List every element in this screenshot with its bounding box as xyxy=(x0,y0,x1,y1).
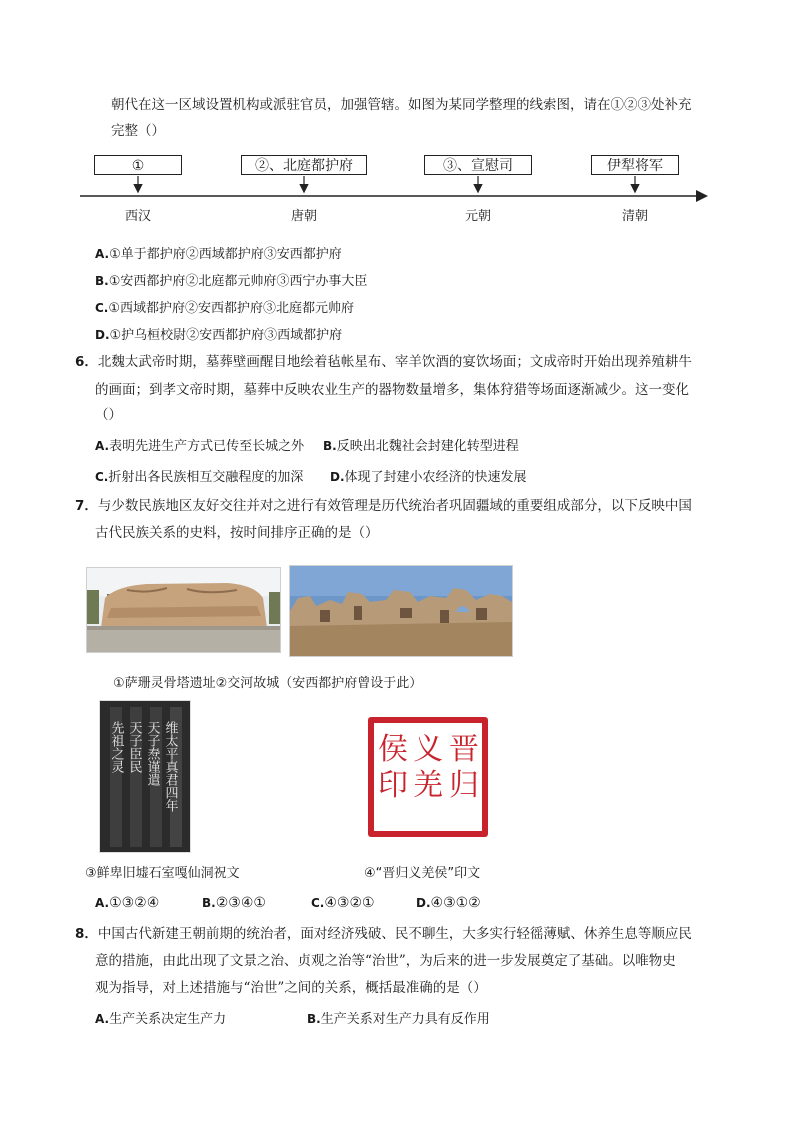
inscription-col-4: 先祖之灵 xyxy=(108,721,124,773)
seal-char-2: 归 xyxy=(449,768,479,803)
caption-photo-4: ④“晋归义羌侯”印文 xyxy=(364,866,481,881)
q7-option-c[interactable]: C.④③②① xyxy=(311,895,375,911)
q6-option-c[interactable]: C.折射出各民族相互交融程度的加深 xyxy=(95,470,304,485)
q6-option-a[interactable]: A.表明先进生产方式已传至长城之外 xyxy=(95,439,305,454)
timeline-label-3: 元朝 xyxy=(464,209,491,224)
timeline-label-2: 唐朝 xyxy=(290,209,317,224)
q6-stem-line3: （） xyxy=(95,407,122,423)
inscription-rubbing-image xyxy=(100,701,190,852)
q7-stem-line1: 7．与少数民族地区友好交往并对之进行有效管理是历代统治者巩固疆域的重要组成部分，以下反映中国 xyxy=(75,498,692,514)
caption-photo-3: ③鲜卑旧墟石室嘎仙洞祝文 xyxy=(85,866,240,881)
inscription-col-1: 维太平真君四年 xyxy=(162,721,178,812)
caption-photos-1-2: ①萨珊灵骨塔遗址②交河故城（安西都护府曾设于此） xyxy=(113,676,423,691)
timeline-label-1: 西汉 xyxy=(124,209,151,224)
q5-option-a[interactable]: A.①单于都护府②西域都护府③安西都护府 xyxy=(95,247,342,262)
q8-stem-line1: 8．中国古代新建王朝前期的统治者，面对经济残破、民不聊生，大多实行轻徭薄赋、休养生息等顺应民 xyxy=(75,926,692,942)
timeline-box-1: ① xyxy=(94,155,182,175)
photo-jiaohe-image xyxy=(290,566,512,656)
q7-stem-line2: 古代民族关系的史料，按时间排序正确的是（） xyxy=(95,525,379,541)
q6-stem-line2: 的画面；到孝文帝时期，墓葬中反映农业生产的器物数量增多，集体狩猎等场面逐渐减少。这一变化 xyxy=(95,382,689,398)
q8-option-b[interactable]: B.生产关系对生产力具有反作用 xyxy=(307,1012,490,1027)
inscription-col-2: 天子焘谨遣 xyxy=(144,721,160,786)
q6-stem-line1: 6．北魏太武帝时期，墓葬壁画醒目地绘着毡帐星布、宰羊饮酒的宴饮场面；文成帝时开始出现养殖耕牛 xyxy=(75,354,692,370)
q7-option-d[interactable]: D.④③①② xyxy=(416,895,481,911)
photo-sassanid-stupa xyxy=(86,567,281,653)
inscription-col-3: 天子臣民 xyxy=(126,721,142,773)
q5-stem-line1: 朝代在这一区域设置机构或派驻官员，加强管辖。如图为某同学整理的线索图，请在①②③处补充 xyxy=(111,97,692,113)
seal-char-3: 义 xyxy=(413,732,443,767)
q5-option-b[interactable]: B.①安西都护府②北庭都元帅府③西宁办事大臣 xyxy=(95,274,368,289)
seal-char-1: 晋 xyxy=(449,732,479,767)
q6-option-d[interactable]: D.体现了封建小农经济的快速发展 xyxy=(330,470,527,485)
seal-char-4: 羌 xyxy=(413,768,443,803)
seal-image xyxy=(366,715,490,839)
seal-char-6: 印 xyxy=(378,768,408,803)
q5-option-d[interactable]: D.①护乌桓校尉②安西都护府③西域都护府 xyxy=(95,328,343,343)
q7-option-b[interactable]: B.②③④① xyxy=(202,895,266,911)
q6-option-b[interactable]: B.反映出北魏社会封建化转型进程 xyxy=(323,439,519,454)
timeline-box-4: 伊犁将军 xyxy=(591,155,679,175)
timeline-axis xyxy=(0,0,793,230)
timeline-label-4: 清朝 xyxy=(621,209,648,224)
seal-char-5: 侯 xyxy=(378,732,408,767)
q7-option-a[interactable]: A.①③②④ xyxy=(95,895,160,911)
photo-gaxian-inscription xyxy=(99,700,191,853)
q5-stem-line2: 完整（） xyxy=(111,123,165,139)
photo-jiaohe-ruins xyxy=(289,565,513,657)
photo-seal xyxy=(366,715,490,839)
timeline-box-3: ③、宣慰司 xyxy=(424,155,532,175)
photo-stupa-image xyxy=(87,568,280,652)
q8-stem-line3: 观为指导，对上述措施与“治世”之间的关系，概括最准确的是（） xyxy=(95,980,487,996)
q8-option-a[interactable]: A.生产关系决定生产力 xyxy=(95,1012,227,1027)
q8-stem-line2: 意的措施，由此出现了文景之治、贞观之治等“治世”，为后来的进一步发展奠定了基础。以唯物史 xyxy=(95,953,676,969)
q5-option-c[interactable]: C.①西域都护府②安西都护府③北庭都元帅府 xyxy=(95,301,355,316)
timeline-box-2: ②、北庭都护府 xyxy=(241,155,367,175)
